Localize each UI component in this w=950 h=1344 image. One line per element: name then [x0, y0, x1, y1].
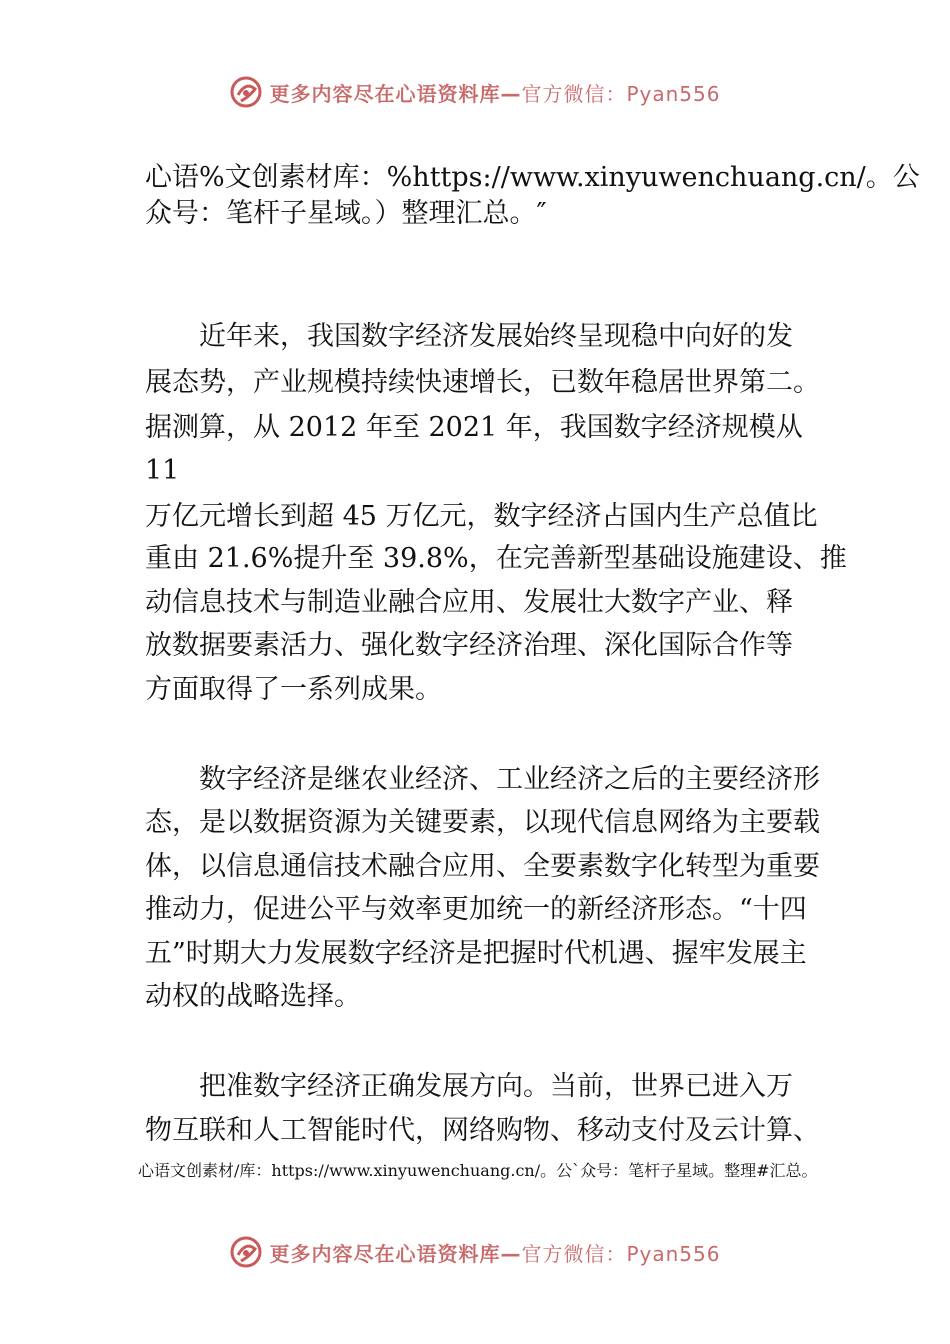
- paragraph-line: 动信息技术与制造业融合应用、发展壮大数字产业、释: [145, 587, 793, 618]
- paragraph-line: 物互联和人工智能时代，网络购物、移动支付及云计算、: [145, 1115, 820, 1146]
- header-banner: [0, 70, 950, 114]
- paragraph-line: 方面取得了一系列成果。: [145, 674, 442, 705]
- banner-main: 更多内容尽在心语资料库: [269, 81, 501, 106]
- banner-wechat: 官方微信：Pyan556: [521, 81, 721, 106]
- paragraph-line: 把准数字经济正确发展方向。当前，世界已进入万: [145, 1071, 793, 1102]
- paragraph-line: 体，以信息通信技术融合应用、全要素数字化转型为重要: [145, 851, 820, 882]
- paragraph-line: 五”时期大力发展数字经济是把握时代机遇、握牢发展主: [145, 938, 807, 969]
- paragraph-line: 近年来，我国数字经济发展始终呈现稳中向好的发: [145, 321, 793, 352]
- paragraph-line: 放数据要素活力、强化数字经济治理、深化国际合作等: [145, 630, 793, 661]
- paragraph-line: 数字经济是继农业经济、工业经济之后的主要经济形: [145, 764, 820, 795]
- red-seal-logo-icon: [229, 1235, 263, 1269]
- paragraph-line: 动权的战略选择。: [145, 981, 361, 1012]
- paragraph-line: 态，是以数据资源为关键要素，以现代信息网络为主要载: [145, 807, 820, 838]
- red-seal-logo-icon: [229, 75, 263, 109]
- intro-line: 众号：笔杆子星域。）整理汇总。″: [145, 198, 547, 229]
- banner-dash: —: [500, 81, 522, 106]
- paragraph-line: 展态势，产业规模持续快速增长，已数年稳居世界第二。: [145, 367, 820, 398]
- banner-dash: —: [500, 1241, 522, 1266]
- banner-wechat: 官方微信：Pyan556: [521, 1241, 721, 1266]
- paragraph-line: 11: [145, 455, 180, 486]
- paragraph-line: 据测算，从 2012 年至 2021 年，我国数字经济规模从: [145, 412, 803, 443]
- footer-note: 心语文创素材/库：https://www.xinyuwenchuang.cn/。公`众号：笔杆子星域。整理#汇总。: [138, 1161, 818, 1180]
- footer-banner: [0, 1230, 950, 1274]
- banner-main: 更多内容尽在心语资料库: [269, 1241, 501, 1266]
- paragraph-line: 万亿元增长到超 45 万亿元，数字经济占国内生产总值比: [145, 501, 818, 532]
- paragraph-line: 重由 21.6%提升至 39.8%，在完善新型基础设施建设、推: [145, 543, 847, 574]
- paragraph-line: 推动力，促进公平与效率更加统一的新经济形态。“十四: [145, 894, 807, 925]
- banner-text: [269, 78, 720, 107]
- banner-text: [269, 1238, 720, 1267]
- intro-line: 心语%文创素材库：%https://www.xinyuwenchuang.cn/。公: [145, 162, 920, 193]
